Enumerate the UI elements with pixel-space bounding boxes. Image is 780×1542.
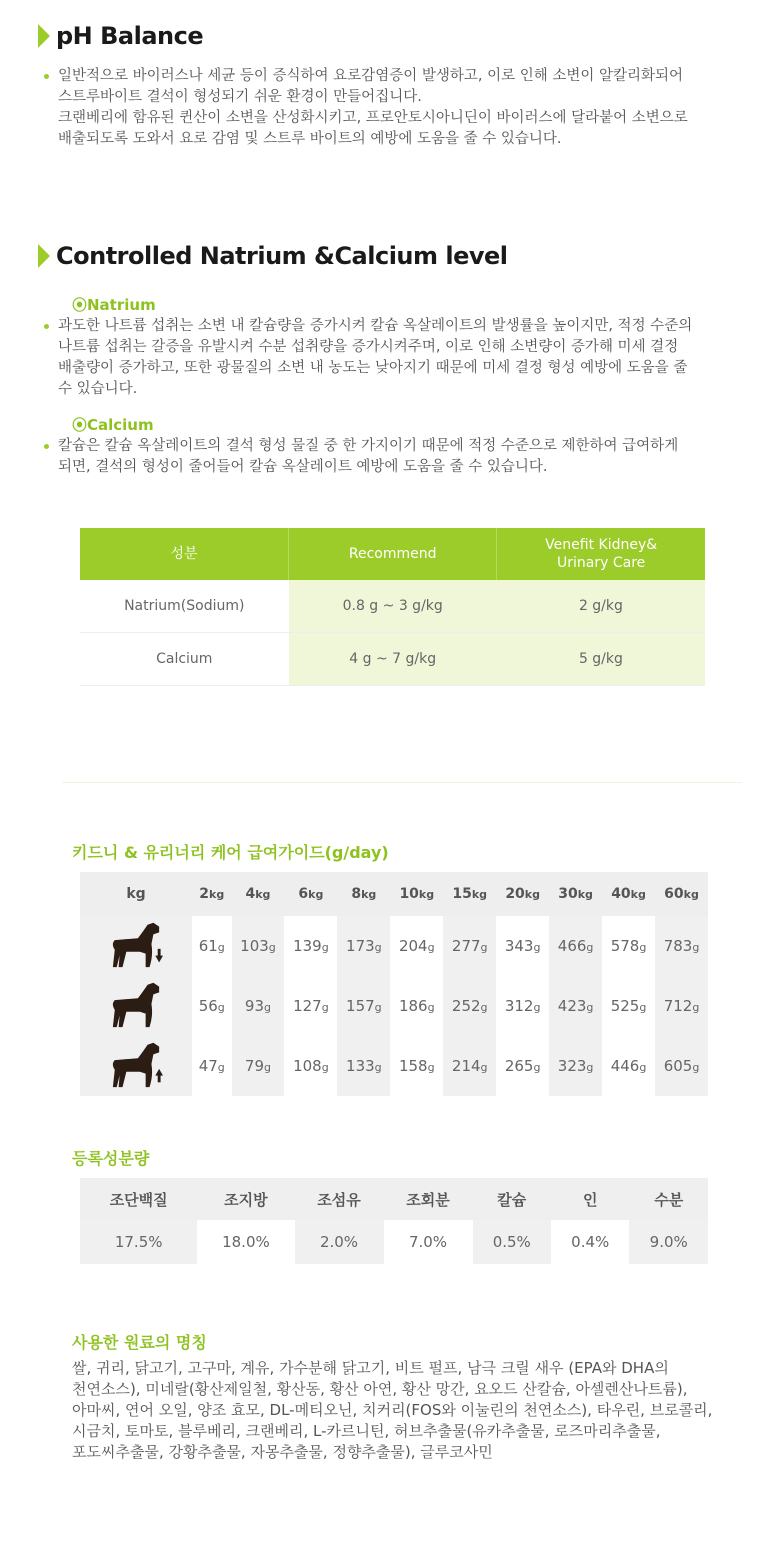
table-header: 조단백질: [80, 1178, 197, 1220]
nutrient-comparison-table: [80, 528, 705, 686]
table-row: [80, 1036, 708, 1096]
ingredients-title: 사용한 원료의 명칭: [72, 1333, 207, 1352]
feeding-amount: 56: [198, 997, 218, 1015]
feeding-amount-cell: [390, 916, 443, 976]
feeding-amount: 265: [504, 1057, 534, 1075]
weight-value: 10: [399, 886, 419, 902]
unit-label: g: [264, 1001, 271, 1014]
weight-header: [284, 872, 337, 916]
feeding-amount-cell: [443, 976, 496, 1036]
unit-label: g: [480, 1061, 488, 1074]
feeding-amount-cell: [337, 916, 390, 976]
table-cell: 7.0%: [408, 1233, 448, 1251]
table-cell: Calcium: [80, 633, 289, 686]
bullet-icon: [44, 444, 49, 449]
feeding-amount-cell: [284, 916, 337, 976]
bullet-icon: [44, 74, 49, 79]
ph-balance-title: pH Balance: [56, 22, 204, 50]
feeding-amount-cell: [337, 1036, 390, 1096]
calcium-subtitle: ⦿Calcium: [72, 416, 154, 434]
weight-value: 15: [452, 886, 472, 902]
ph-line: 스트루바이트 결석이 형성되기 쉬운 환경이 만들어집니다.: [58, 89, 422, 105]
calcium-paragraph: [58, 436, 748, 478]
unit-label: g: [217, 1061, 225, 1074]
dog-activity-up-icon: [104, 1037, 168, 1091]
feeding-amount-cell: [602, 976, 655, 1036]
unit-label: g: [533, 941, 541, 954]
ingredients-text: [72, 1358, 742, 1463]
unit-label: g: [586, 1001, 594, 1014]
feeding-amount: 103: [240, 937, 269, 955]
unit-label: g: [427, 941, 435, 954]
feeding-amount: 578: [610, 937, 640, 955]
unit-label: g: [639, 1001, 647, 1014]
weight-value: 40: [611, 886, 631, 902]
unit-label: g: [586, 1061, 594, 1074]
feeding-amount-cell: [390, 1036, 443, 1096]
table-cell: 5 g/kg: [497, 633, 705, 686]
table-header: Recommend: [289, 528, 497, 580]
ingredients-line: 포도씨추출물, 강황추출물, 자몽추출물, 정향추출물), 글루코사민: [72, 1443, 493, 1461]
table-row: [80, 633, 705, 686]
unit-label: kg: [418, 888, 435, 901]
feeding-amount-cell: [655, 976, 708, 1036]
table-cell: Natrium(Sodium): [80, 580, 289, 633]
unit-label: g: [427, 1001, 435, 1014]
unit-label: g: [692, 941, 700, 954]
feeding-amount: 446: [610, 1057, 640, 1075]
unit-label: g: [321, 1061, 329, 1074]
header-line: Venefit Kidney&: [545, 537, 658, 553]
ingredients-line: 시금치, 토마토, 블루베리, 크랜베리, L-카르니틴, 허브추출물(유카추출물, 로즈마리추출물,: [72, 1422, 661, 1440]
ingredients-line: 천연소스), 미네랄(황산제일철, 황산동, 황산 아연, 황산 망간, 요오드 산칼슘, 아셀렌산나트륨),: [72, 1380, 688, 1398]
ingredients-line: 아마씨, 연어 오일, 양조 효모, DL-메티오닌, 치커리(FOS와 이눌린의 천연소스), 타우린, 브로콜리,: [72, 1401, 713, 1419]
feeding-amount: 277: [451, 937, 481, 955]
unit-label: kg: [471, 888, 488, 901]
feeding-amount: 783: [663, 937, 693, 955]
feeding-amount-cell: [496, 916, 549, 976]
feeding-amount-cell: [337, 976, 390, 1036]
feeding-amount: 252: [451, 997, 481, 1015]
feeding-amount: 312: [504, 997, 534, 1015]
dog-icon-cell: [80, 916, 192, 976]
natrium-line: 과도한 나트륨 섭취는 소변 내 칼슘량을 증가시켜 칼슘 옥살레이트의 발생률을 높이지만, 적정 수준의: [58, 318, 693, 334]
ph-line: 배출되도록 도와서 요로 감염 및 스트루 바이트의 예방에 도움을 줄 수 있습니다.: [58, 131, 562, 147]
unit-label: g: [268, 941, 276, 954]
controlled-heading: [38, 242, 508, 270]
feeding-amount: 61: [198, 937, 218, 955]
feeding-amount-cell: [232, 1036, 285, 1096]
feeding-amount-cell: [284, 976, 337, 1036]
natrium-line: 배출량이 증가하고, 또한 광물질의 소변 내 농도는 낮아지기 때문에 미세 결정 형성 예방에 도움을 줄: [58, 360, 688, 376]
unit-label: g: [321, 941, 329, 954]
table-header-row: [80, 1178, 708, 1220]
table-header: 조섬유: [295, 1178, 384, 1220]
table-cell: 9.0%: [629, 1220, 708, 1264]
natrium-subtitle: ⦿Natrium: [72, 296, 156, 314]
feeding-amount: 133: [346, 1057, 375, 1075]
header-line: Urinary Care: [557, 555, 646, 571]
triangle-marker-icon: [38, 24, 50, 48]
feeding-amount: 186: [398, 997, 428, 1015]
table-row: [80, 916, 708, 976]
feeding-amount: 139: [293, 937, 322, 955]
dog-normal-icon: [104, 977, 168, 1031]
weight-header: [655, 872, 708, 916]
unit-label: kg: [308, 888, 324, 901]
unit-label: g: [639, 1061, 647, 1074]
controlled-title: Controlled Natrium &Calcium level: [56, 242, 508, 270]
dog-icon-cell: [80, 976, 192, 1036]
feeding-amount: 158: [398, 1057, 428, 1075]
table-cell: 17.5%: [80, 1220, 197, 1264]
feeding-amount: 343: [504, 937, 534, 955]
weight-header: [602, 872, 655, 916]
feeding-amount-cell: [232, 976, 285, 1036]
feeding-amount-cell: [602, 1036, 655, 1096]
ph-line: 일반적으로 바이러스나 세균 등이 증식하여 요로감염증이 발생하고, 이로 인해 소변이 알칼리화되어: [58, 68, 683, 84]
feeding-amount-cell: [443, 916, 496, 976]
table-header: 조회분: [384, 1178, 473, 1220]
feeding-amount: 423: [557, 997, 587, 1015]
table-row: [80, 580, 705, 633]
unit-label: g: [374, 1001, 382, 1014]
feeding-amount-cell: [192, 1036, 232, 1096]
unit-label: g: [639, 941, 647, 954]
feeding-amount: 466: [557, 937, 587, 955]
unit-label: g: [374, 941, 382, 954]
unit-label: kg: [361, 888, 377, 901]
weight-header: [192, 872, 232, 916]
unit-label: kg: [577, 888, 593, 901]
unit-label: g: [217, 1001, 225, 1014]
weight-value: 20: [505, 886, 525, 902]
table-cell: 18.0%: [222, 1233, 270, 1251]
table-row: [80, 976, 708, 1036]
bullet-icon: [44, 324, 49, 329]
feeding-amount-cell: [232, 916, 285, 976]
weight-header: [443, 872, 496, 916]
feeding-amount: 605: [663, 1057, 693, 1075]
feeding-amount-cell: [655, 1036, 708, 1096]
feeding-amount-cell: [192, 916, 232, 976]
weight-header: [549, 872, 602, 916]
feeding-amount-cell: [549, 976, 602, 1036]
feeding-amount: 157: [346, 997, 375, 1015]
unit-label: g: [217, 941, 225, 954]
feeding-amount: 127: [293, 997, 322, 1015]
table-row: [80, 1220, 708, 1264]
unit-label: g: [427, 1061, 435, 1074]
unit-label: g: [586, 941, 594, 954]
feeding-amount: 214: [451, 1057, 481, 1075]
feeding-amount-cell: [549, 1036, 602, 1096]
feeding-amount-cell: [443, 1036, 496, 1096]
feeding-amount: 47: [198, 1057, 218, 1075]
calcium-line: 칼슘은 칼슘 옥살레이트의 결석 형성 물질 중 한 가지이기 때문에 적정 수준으로 제한하여 급여하게: [58, 438, 679, 454]
unit-label: kg: [255, 888, 271, 901]
weight-value: 2: [199, 886, 210, 902]
analysis-title: 등록성분량: [72, 1149, 150, 1168]
unit-label: g: [480, 941, 488, 954]
unit-label: kg: [630, 888, 646, 901]
table-cell: 2.0%: [295, 1220, 384, 1264]
feeding-guide-title: 키드니 & 유리너리 케어 급여가이드(g/day): [72, 843, 389, 862]
weight-header: [496, 872, 549, 916]
calcium-line: 되면, 결석의 형성이 줄어들어 칼슘 옥살레이트 예방에 도움을 줄 수 있습니다.: [58, 459, 548, 475]
unit-label: g: [533, 1061, 541, 1074]
weight-value: 8: [351, 886, 362, 902]
feeding-amount: 93: [244, 997, 265, 1015]
natrium-line: 수 있습니다.: [58, 381, 138, 397]
unit-label: kg: [524, 888, 540, 901]
unit-label: g: [533, 1001, 541, 1014]
table-header: 성분: [80, 528, 289, 580]
feeding-amount: 323: [557, 1057, 587, 1075]
feeding-amount-cell: [549, 916, 602, 976]
table-cell: 4 g ~ 7 g/kg: [289, 633, 497, 686]
table-cell: 2 g/kg: [497, 580, 705, 633]
weight-value: 30: [558, 886, 578, 902]
feeding-amount: 204: [398, 937, 428, 955]
table-header: 칼슘: [473, 1178, 551, 1220]
feeding-amount-cell: [655, 916, 708, 976]
table-header: kg: [80, 872, 192, 916]
feeding-amount-cell: [390, 976, 443, 1036]
table-cell: 0.8 g ~ 3 g/kg: [289, 580, 497, 633]
feeding-amount: 173: [346, 937, 375, 955]
weight-value: 60: [664, 886, 684, 902]
feeding-amount: 79: [244, 1057, 265, 1075]
table-header-row: [80, 528, 705, 580]
feeding-amount-cell: [496, 976, 549, 1036]
table-header: 인: [551, 1178, 629, 1220]
natrium-line: 나트륨 섭취는 갈증을 유발시켜 수분 섭취량을 증가시켜주며, 이로 인해 소변량이 증가해 미세 결정: [58, 339, 679, 355]
section-divider: [62, 782, 742, 783]
table-cell: 0.5%: [473, 1220, 551, 1264]
natrium-paragraph: [58, 316, 748, 400]
feeding-guide-table: [80, 872, 708, 1096]
feeding-amount-cell: [602, 916, 655, 976]
table-header-row: [80, 872, 708, 916]
ph-balance-paragraph: [58, 66, 748, 150]
feeding-amount-cell: [284, 1036, 337, 1096]
weight-header: [232, 872, 285, 916]
unit-label: g: [480, 1001, 488, 1014]
guaranteed-analysis-table: [80, 1178, 708, 1264]
weight-header: [337, 872, 390, 916]
unit-label: g: [692, 1001, 700, 1014]
unit-label: g: [692, 1061, 700, 1074]
dog-activity-down-icon: [104, 917, 168, 971]
triangle-marker-icon: [38, 244, 50, 268]
weight-value: 6: [298, 886, 309, 902]
ph-balance-heading: [38, 22, 203, 50]
unit-label: g: [374, 1061, 382, 1074]
unit-label: g: [264, 1061, 271, 1074]
weight-value: 4: [245, 886, 256, 902]
ingredients-line: 쌀, 귀리, 닭고기, 고구마, 계유, 가수분해 닭고기, 비트 펄프, 남극 크릴 새우 (EPA와 DHA의: [72, 1359, 669, 1377]
table-cell: 0.4%: [571, 1233, 610, 1251]
feeding-amount-cell: [192, 976, 232, 1036]
table-header: 조지방: [197, 1178, 294, 1220]
table-header: [497, 528, 705, 580]
feeding-amount: 108: [293, 1057, 322, 1075]
table-header: 수분: [629, 1178, 708, 1220]
ph-line: 크랜베리에 함유된 퀸산이 소변을 산성화시키고, 프로안토시아니딘이 바이러스에 달라붙어 소변으로: [58, 110, 688, 126]
feeding-amount: 525: [610, 997, 640, 1015]
feeding-amount: 712: [663, 997, 693, 1015]
unit-label: kg: [683, 888, 699, 901]
dog-icon-cell: [80, 1036, 192, 1096]
unit-label: kg: [209, 888, 225, 901]
weight-header: [390, 872, 443, 916]
unit-label: g: [321, 1001, 329, 1014]
feeding-amount-cell: [496, 1036, 549, 1096]
